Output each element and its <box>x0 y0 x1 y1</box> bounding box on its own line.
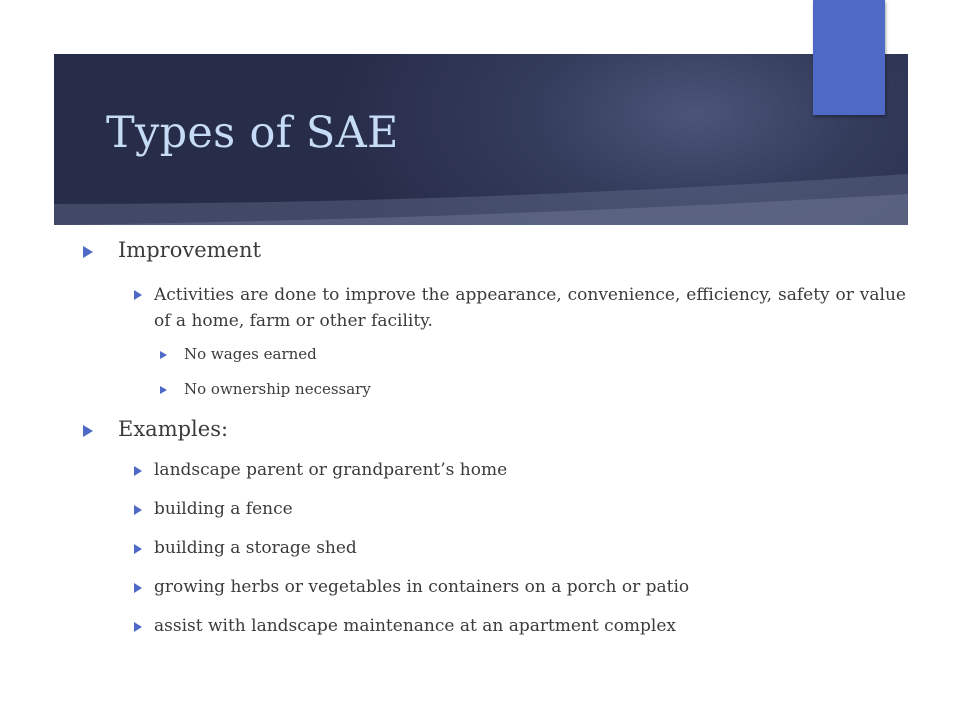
improvement-description: Activities are done to improve the appearance, convenience, efficiency, safety or value of a home, farm or other facility. <box>154 285 906 331</box>
example-item: building a fence <box>154 499 293 519</box>
detail-item: No ownership necessary <box>184 380 371 398</box>
example-item: growing herbs or vegetables in containers on a porch or patio <box>154 577 690 597</box>
bullet-improvement: Improvement <box>118 238 261 262</box>
detail-item: No wages earned <box>184 345 317 363</box>
example-item: building a storage shed <box>154 538 357 558</box>
triangle-right-icon <box>83 425 93 437</box>
slide-title: Types of SAE <box>106 108 399 158</box>
triangle-right-icon <box>134 505 142 515</box>
triangle-right-icon <box>160 386 167 394</box>
triangle-right-icon <box>160 351 167 359</box>
example-item: assist with landscape maintenance at an apartment complex <box>154 616 677 636</box>
triangle-right-icon <box>134 544 142 554</box>
triangle-right-icon <box>134 622 142 632</box>
example-item: landscape parent or grandparent’s home <box>154 460 508 480</box>
triangle-right-icon <box>83 246 93 258</box>
bullet-examples: Examples: <box>118 417 229 441</box>
triangle-right-icon <box>134 290 142 300</box>
triangle-right-icon <box>134 583 142 593</box>
accent-tab <box>813 0 885 115</box>
triangle-right-icon <box>134 466 142 476</box>
